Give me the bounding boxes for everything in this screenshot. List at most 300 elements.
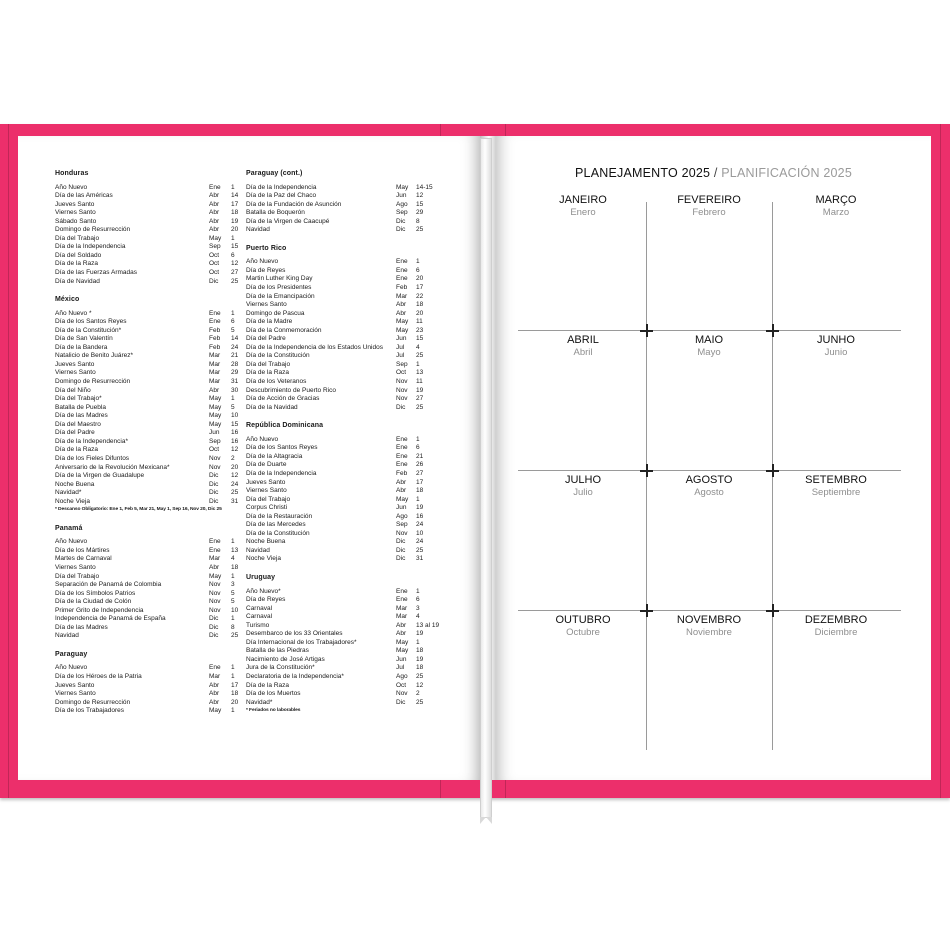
holiday-month: May [209, 234, 222, 242]
holiday-day: 13 [231, 546, 239, 554]
holiday-day: 27 [231, 269, 239, 277]
holiday-row [246, 613, 444, 622]
holiday-day: 1 [231, 309, 235, 317]
holiday-row [55, 235, 251, 244]
holiday-name: Batalla de Puebla [55, 403, 106, 411]
holiday-name: Corpus Christi [246, 504, 288, 512]
holiday-row [55, 673, 251, 682]
holiday-row [55, 252, 251, 261]
month-cell [519, 474, 647, 499]
holiday-name: Jueves Santo [55, 681, 95, 689]
holiday-month: Nov [396, 386, 408, 394]
month-name-pt: DEZEMBRO [804, 614, 868, 626]
holiday-month: Nov [396, 378, 408, 386]
holiday-day: 15 [231, 243, 239, 251]
holiday-row [246, 284, 444, 293]
holiday-name: Día de la Bandera [55, 343, 108, 351]
holiday-day: 10 [416, 529, 424, 537]
holiday-month: Abr [209, 698, 220, 706]
holiday-month: Dic [396, 226, 406, 234]
holiday-row [55, 395, 251, 404]
holiday-row [55, 481, 251, 490]
holiday-month: Ene [396, 444, 408, 452]
holiday-row [246, 192, 444, 201]
holiday-name: Día de la Altagracia [246, 452, 303, 460]
month-name-pt: MARÇO [815, 194, 857, 206]
holiday-name: Día de las Madres [55, 412, 108, 420]
holiday-month: Ene [209, 183, 221, 191]
holiday-row [246, 496, 444, 505]
holiday-name: Día de la Constitución [246, 352, 310, 360]
holiday-day: 16 [416, 512, 424, 520]
holiday-day: 18 [416, 301, 424, 309]
holiday-month: Oct [209, 269, 220, 277]
holiday-name: Martin Luther King Day [246, 275, 313, 283]
holiday-day: 19 [416, 386, 424, 394]
holiday-day: 14 [231, 335, 239, 343]
holiday-row [246, 588, 444, 597]
holiday-month: Abr [209, 386, 220, 394]
holiday-day: 20 [231, 698, 239, 706]
month-name-pt: JANEIRO [559, 194, 607, 206]
holiday-row [55, 421, 251, 430]
grid-divider-horizontal [518, 470, 901, 471]
holiday-name: Navidad [55, 632, 79, 640]
holiday-row [55, 201, 251, 210]
holiday-month: Mar [209, 555, 221, 563]
holiday-column-1 [55, 170, 251, 716]
holiday-row [55, 318, 251, 327]
holiday-name: Día del Trabajo [246, 495, 291, 503]
month-name-es: Septiembre [811, 487, 861, 498]
holiday-name: Domingo de Pascua [246, 309, 305, 317]
holiday-day: 8 [416, 217, 420, 225]
holiday-day: 31 [231, 378, 239, 386]
holiday-month: Abr [209, 690, 220, 698]
holiday-name: Separación de Panamá de Colombia [55, 581, 162, 589]
planner-title [496, 166, 931, 180]
holiday-month: Mar [209, 352, 221, 360]
holiday-day: 16 [231, 429, 239, 437]
holiday-day: 10 [231, 606, 239, 614]
holiday-day: 11 [416, 318, 423, 326]
holiday-month: Sep [396, 360, 408, 368]
holiday-day: 20 [416, 275, 424, 283]
month-name-pt: NOVEMBRO [676, 614, 742, 626]
month-name-es: Julio [573, 487, 593, 498]
month-name-pt: SETEMBRO [805, 474, 867, 486]
holiday-row [55, 218, 251, 227]
holiday-row [55, 387, 251, 396]
holiday-row [55, 690, 251, 699]
holiday-day: 25 [416, 226, 424, 234]
holiday-row [246, 327, 444, 336]
month-name-es: Abril [573, 347, 593, 358]
annual-planner-page [496, 136, 931, 780]
holiday-row [55, 699, 251, 708]
holiday-row [246, 538, 444, 547]
holiday-day: 2 [231, 454, 235, 462]
holiday-row [246, 352, 444, 361]
holiday-day: 1 [231, 707, 235, 715]
month-cell [645, 474, 773, 499]
holiday-row [55, 344, 251, 353]
holiday-month: Feb [396, 284, 408, 292]
holiday-month: Jun [209, 429, 220, 437]
holiday-row [246, 258, 444, 267]
holiday-name: Viernes Santo [55, 563, 96, 571]
holiday-day: 1 [416, 360, 420, 368]
month-name-pt: MAIO [694, 334, 724, 346]
holiday-row [246, 487, 444, 496]
month-name-pt: AGOSTO [685, 474, 733, 486]
holiday-name: Día de los Santos Reyes [246, 444, 318, 452]
holiday-name: Día de la Raza [55, 446, 98, 454]
holiday-name: Día de la Conmemoración [246, 326, 322, 334]
holiday-day: 29 [231, 369, 239, 377]
holiday-month: Nov [396, 529, 408, 537]
holiday-row [246, 226, 444, 235]
holiday-row [246, 513, 444, 522]
holiday-day: 1 [231, 572, 235, 580]
holiday-name: Día de los Héroes de la Patria [55, 672, 142, 680]
holiday-month: May [396, 647, 409, 655]
holiday-month: Abr [209, 200, 220, 208]
holiday-day: 1 [416, 495, 420, 503]
grid-divider-horizontal [518, 330, 901, 331]
holiday-month: Dic [396, 538, 406, 546]
holiday-day: 5 [231, 403, 235, 411]
holiday-name: Noche Vieja [246, 555, 281, 563]
holiday-row [246, 521, 444, 530]
planner-title-es: PLANIFICACIÓN 2025 [721, 166, 852, 180]
holiday-row [246, 639, 444, 648]
holiday-row [246, 530, 444, 539]
holiday-column-2 [246, 170, 444, 716]
month-name-es: Diciembre [814, 627, 858, 638]
holiday-month: Feb [209, 343, 221, 351]
holiday-name: Día de los Presidentes [246, 284, 312, 292]
holiday-row [55, 226, 251, 235]
month-cell [772, 474, 900, 499]
holiday-month: Nov [396, 395, 408, 403]
holiday-day: 18 [231, 563, 239, 571]
holiday-name: Día de la Navidad [246, 403, 298, 411]
holiday-day: 18 [231, 690, 239, 698]
month-cell [519, 194, 647, 219]
holiday-month: Dic [396, 403, 406, 411]
holiday-row [246, 301, 444, 310]
holiday-month: Dic [396, 217, 406, 225]
holiday-row [55, 489, 251, 498]
holiday-name: Jueves Santo [246, 478, 286, 486]
holiday-month: Nov [209, 606, 221, 614]
holiday-month: Nov [209, 598, 221, 606]
holiday-day: 18 [231, 209, 239, 217]
holiday-month: Mar [209, 672, 221, 680]
holiday-month: Dic [209, 497, 219, 505]
holiday-row [246, 504, 444, 513]
holiday-row [55, 412, 251, 421]
holiday-row [55, 682, 251, 691]
holiday-name: Navidad [246, 546, 270, 554]
holiday-name: Viernes Santo [246, 487, 287, 495]
holiday-day: 24 [416, 521, 424, 529]
holiday-day: 25 [416, 672, 424, 680]
month-name-pt: ABRIL [567, 334, 599, 346]
holiday-row [55, 209, 251, 218]
holiday-row [246, 605, 444, 614]
holiday-month: Mar [396, 604, 408, 612]
holiday-month: Abr [396, 630, 407, 638]
month-name-es: Junio [824, 347, 848, 358]
holiday-day: 27 [416, 469, 424, 477]
holiday-month: Sep [396, 521, 408, 529]
month-name-es: Noviembre [686, 627, 732, 638]
cover-edge-line [940, 124, 941, 798]
holiday-month: Abr [209, 217, 220, 225]
holiday-day: 14-15 [416, 183, 433, 191]
holiday-row [55, 464, 251, 473]
holiday-day: 15 [416, 335, 424, 343]
holiday-row [55, 369, 251, 378]
holiday-day: 8 [231, 623, 235, 631]
holiday-row [246, 656, 444, 665]
holiday-name: Día del Trabajo [246, 360, 291, 368]
month-name-es: Mayo [697, 347, 721, 358]
holiday-name: Carnaval [246, 613, 273, 621]
holiday-row [55, 455, 251, 464]
holiday-row [55, 352, 251, 361]
holiday-day: 12 [231, 446, 239, 454]
holiday-name: Día de Acción de Gracias [246, 395, 320, 403]
holiday-name: Turismo [246, 621, 270, 629]
holiday-day: 6 [231, 251, 235, 259]
holiday-month: Dic [396, 555, 406, 563]
holiday-name: Día de la Virgen de Guadalupe [55, 472, 145, 480]
holiday-row [246, 395, 444, 404]
holiday-name: Nacimiento de José Artigas [246, 655, 325, 663]
holiday-name: Jura de la Constitución* [246, 664, 315, 672]
country-heading: República Dominicana [246, 422, 324, 430]
holiday-day: 1 [231, 234, 235, 242]
holiday-day: 17 [416, 478, 424, 486]
holiday-day: 13 al 19 [416, 621, 440, 629]
month-cell [645, 194, 773, 219]
holiday-name: Natalicio de Benito Juárez* [55, 352, 134, 360]
holiday-row [55, 335, 251, 344]
holiday-day: 20 [231, 463, 239, 471]
holiday-row [246, 444, 444, 453]
holiday-day: 4 [416, 613, 420, 621]
holiday-month: Ene [396, 452, 408, 460]
holiday-day: 15 [416, 200, 424, 208]
holiday-month: Ene [209, 309, 221, 317]
holiday-day: 17 [416, 284, 424, 292]
holiday-name: Domingo de Resurrección [55, 226, 131, 234]
month-cell [772, 334, 900, 359]
grid-cross-mark [766, 464, 779, 477]
holiday-row [55, 446, 251, 455]
holiday-month: Abr [396, 309, 407, 317]
holiday-name: Navidad* [55, 489, 82, 497]
holiday-month: May [209, 420, 222, 428]
holiday-row [246, 369, 444, 378]
holiday-name: Día de San Valentín [55, 335, 113, 343]
holiday-day: 31 [231, 497, 239, 505]
holiday-name: Día de la Constitución [246, 529, 310, 537]
holiday-row [246, 547, 444, 556]
holiday-day: 16 [231, 437, 239, 445]
holiday-row [55, 615, 251, 624]
grid-divider-horizontal [518, 610, 901, 611]
holiday-name: Martes de Carnaval [55, 555, 112, 563]
holiday-month: Jun [396, 335, 407, 343]
holiday-month: Ago [396, 672, 408, 680]
holiday-row [55, 590, 251, 599]
holiday-month: Ene [396, 266, 408, 274]
holiday-day: 24 [416, 538, 424, 546]
holiday-day: 28 [231, 360, 239, 368]
holiday-month: Oct [396, 369, 407, 377]
holiday-row [246, 699, 444, 708]
holiday-name: Día de la Raza [246, 369, 289, 377]
holiday-row [246, 387, 444, 396]
holiday-month: Ene [396, 587, 408, 595]
holiday-day: 23 [416, 326, 424, 334]
holiday-day: 1 [231, 664, 235, 672]
holiday-row [55, 310, 251, 319]
holiday-month: May [396, 318, 409, 326]
holiday-day: 17 [231, 200, 239, 208]
bookmark-ribbon[interactable] [480, 138, 492, 818]
holiday-name: Día de la Emancipación [246, 292, 315, 300]
holiday-day: 1 [231, 615, 235, 623]
holiday-row [246, 682, 444, 691]
holiday-row [246, 201, 444, 210]
holiday-row [55, 184, 251, 193]
holiday-month: Sep [396, 209, 408, 217]
holiday-day: 11 [416, 378, 423, 386]
holiday-name: Día de Navidad [55, 277, 100, 285]
holiday-name: Día de la Raza [246, 681, 289, 689]
holiday-month: Feb [209, 335, 221, 343]
holiday-day: 15 [231, 420, 239, 428]
holiday-name: Navidad [246, 226, 270, 234]
planner-title-pt: PLANEJAMENTO 2025 [575, 166, 711, 180]
holiday-day: 13 [416, 369, 424, 377]
holiday-day: 29 [416, 209, 424, 217]
holiday-month: Feb [396, 469, 408, 477]
holiday-row [55, 624, 251, 633]
holiday-month: Abr [396, 478, 407, 486]
holiday-day: 25 [231, 489, 239, 497]
holiday-row [246, 218, 444, 227]
holiday-row [55, 555, 251, 564]
holiday-name: Día de la Raza [55, 260, 98, 268]
holiday-month: Mar [209, 369, 221, 377]
holiday-row [246, 461, 444, 470]
holiday-name: Día de las Mercedes [246, 521, 306, 529]
holiday-month: Mar [396, 613, 408, 621]
holiday-name: Día del Padre [55, 429, 95, 437]
holiday-month: Abr [209, 192, 220, 200]
holiday-day: 6 [231, 318, 235, 326]
holiday-day: 4 [416, 343, 420, 351]
holiday-day: 26 [416, 461, 424, 469]
month-name-pt: FEVEREIRO [677, 194, 741, 206]
holiday-month: May [209, 403, 222, 411]
holiday-name: Día de Reyes [246, 266, 286, 274]
holiday-name: Día de los Veteranos [246, 378, 307, 386]
holiday-day: 12 [416, 192, 424, 200]
holiday-day: 12 [231, 472, 239, 480]
holiday-day: 20 [231, 226, 239, 234]
holiday-name: Día del Soldado [55, 251, 102, 259]
holiday-row [55, 538, 251, 547]
holiday-month: Dic [209, 472, 219, 480]
holiday-row [55, 278, 251, 287]
holiday-row [55, 438, 251, 447]
holiday-row [246, 673, 444, 682]
holiday-month: Ago [396, 512, 408, 520]
planner-title-separator: / [713, 166, 718, 180]
month-name-es: Octubre [566, 627, 600, 638]
holiday-name: Día de la Fundación de Asunción [246, 200, 342, 208]
holiday-day: 12 [416, 681, 424, 689]
month-cell [519, 614, 647, 639]
holiday-day: 1 [231, 183, 235, 191]
holiday-name: Año Nuevo [55, 183, 88, 191]
holiday-month: Abr [209, 226, 220, 234]
holiday-day: 6 [416, 266, 420, 274]
holiday-name: Viernes Santo [55, 209, 96, 217]
holiday-name: Día de los Símbolos Patrios [55, 589, 136, 597]
holiday-month: Dic [209, 623, 219, 631]
holiday-month: May [396, 638, 409, 646]
holiday-name: Día del Maestro [55, 420, 101, 428]
holiday-month: Ene [209, 538, 221, 546]
holiday-month: Ene [396, 596, 408, 604]
holiday-day: 19 [416, 655, 424, 663]
holiday-name: Día de los Mártires [55, 546, 110, 554]
month-name-pt: JULHO [564, 474, 602, 486]
holiday-day: 18 [416, 487, 424, 495]
holiday-name: Día del Niño [55, 386, 91, 394]
holiday-name: Desembarco de los 33 Orientales [246, 630, 343, 638]
holiday-month: Ene [209, 546, 221, 554]
grid-cross-mark [766, 604, 779, 617]
holiday-month: Abr [396, 621, 407, 629]
holiday-day: 3 [231, 581, 235, 589]
month-name-es: Febrero [692, 207, 726, 218]
holiday-month: Ene [396, 275, 408, 283]
holiday-day: 27 [416, 395, 424, 403]
holiday-day: 3 [416, 604, 420, 612]
holiday-month: Ago [396, 200, 408, 208]
holiday-name: Jueves Santo [55, 200, 95, 208]
grid-cross-mark [640, 604, 653, 617]
holiday-row [246, 555, 444, 564]
holiday-day: 25 [416, 352, 424, 360]
month-cell [772, 614, 900, 639]
holiday-row [246, 690, 444, 699]
holiday-name: Declaratoria de la Independencia* [246, 672, 344, 680]
holiday-name: Año Nuevo [246, 435, 279, 443]
holiday-name: Noche Vieja [55, 497, 90, 505]
holiday-day: 1 [416, 435, 420, 443]
holiday-day: 30 [231, 386, 239, 394]
